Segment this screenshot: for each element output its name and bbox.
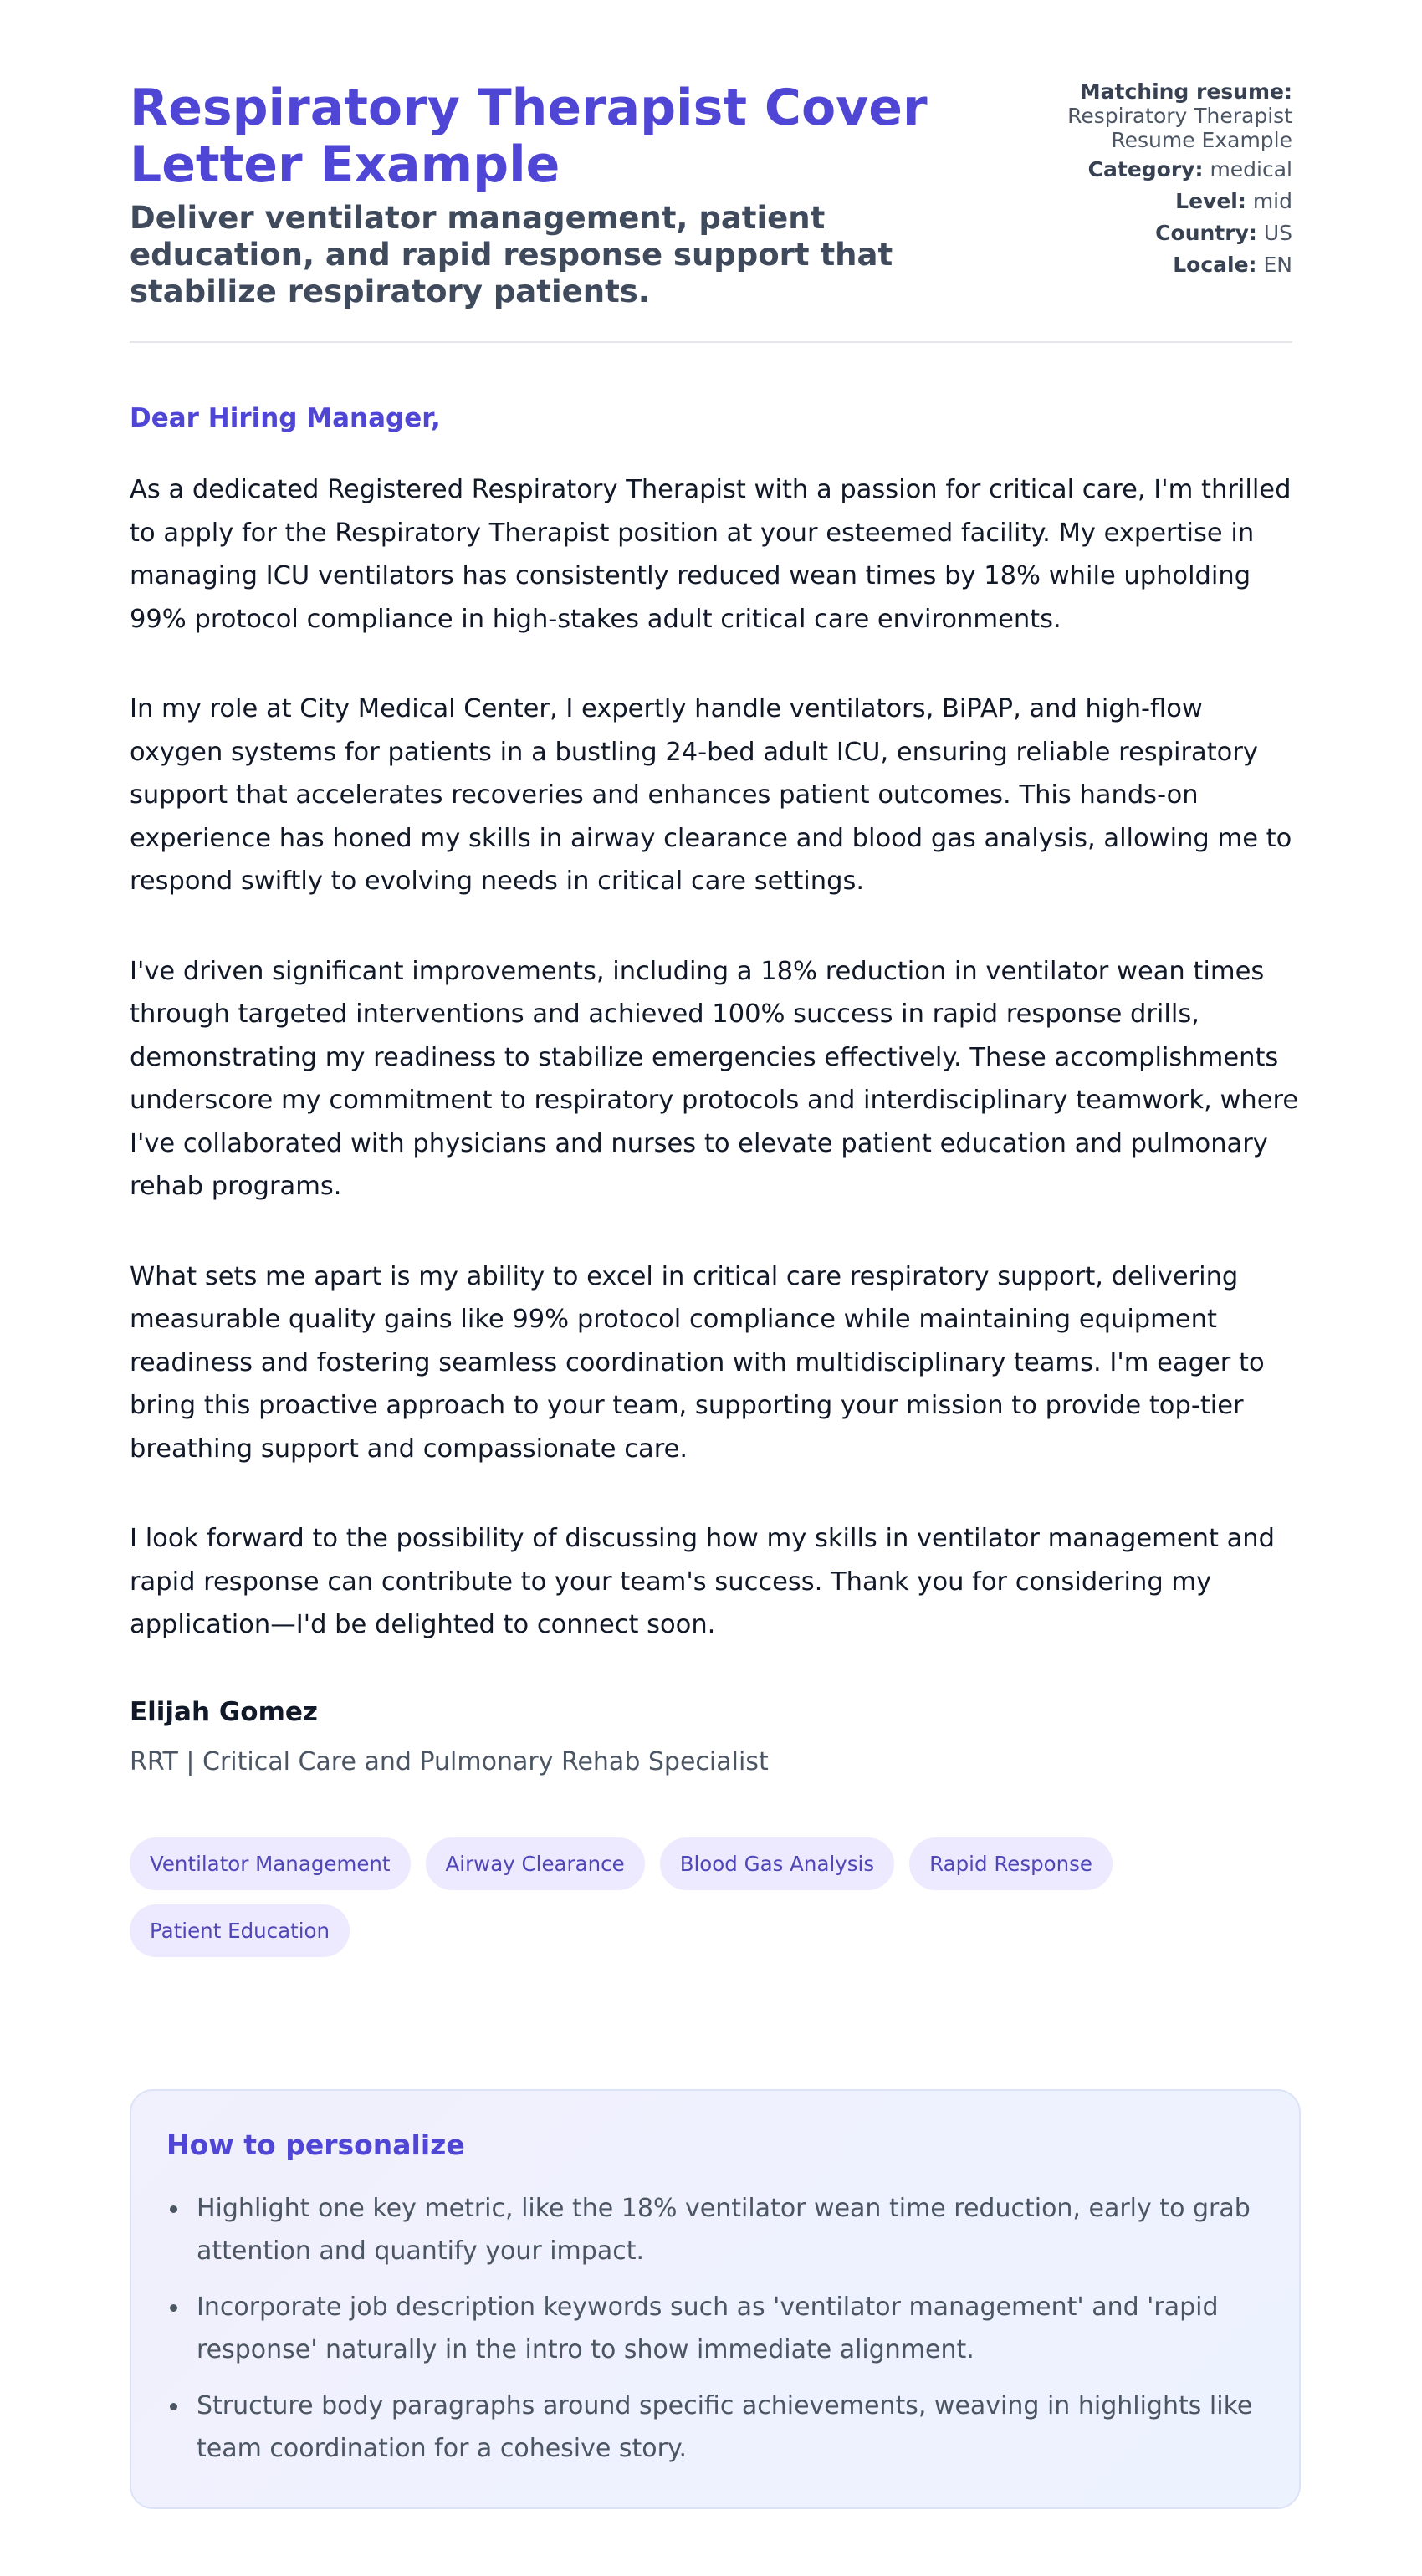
- skill-tag: Airway Clearance: [426, 1837, 645, 1890]
- skill-tags: [130, 1837, 1301, 1957]
- personalize-tip: Structure body paragraphs around specific achievements, weaving in highlights like team coordination for a cohesive story.: [166, 2385, 1262, 2470]
- meta-locale: [1025, 253, 1292, 277]
- meta-level-label: Level:: [1175, 189, 1246, 213]
- skill-tag: Blood Gas Analysis: [660, 1837, 894, 1890]
- signature-name: Elijah Gomez: [130, 1696, 318, 1727]
- skill-tag: Ventilator Management: [130, 1837, 411, 1890]
- meta-country-value: US: [1263, 221, 1292, 245]
- greeting: Dear Hiring Manager,: [130, 403, 441, 433]
- letter-paragraph: What sets me apart is my ability to excel in critical care respiratory support, delivering measurable quality gains like 99% protocol compliance while maintaining equipment readiness and fostering seamless coordination with multidisciplinary teams. I'm eager to bring this proactive approach to your team, supporting your mission to provide top-tier breathing support and compassionate care.: [130, 1261, 1265, 1464]
- page-header: [130, 0, 1292, 343]
- meta-level: [1025, 189, 1292, 213]
- letter-paragraph: I look forward to the possibility of discussing how my skills in ventilator management and rapid response can contribute to your team's success. Thank you for considering my application—I'd be delighted to connect soon.: [130, 1524, 1275, 1639]
- meta-locale-value: EN: [1263, 253, 1292, 277]
- personalize-tip: Incorporate job description keywords such as 'ventilator management' and 'rapid response' naturally in the intro to show immediate alignment.: [166, 2287, 1262, 2371]
- meta-matching-resume: [1025, 79, 1292, 152]
- letter-body: [130, 401, 1299, 1779]
- personalize-heading: How to personalize: [166, 2129, 465, 2161]
- meta-locale-label: Locale:: [1173, 253, 1257, 277]
- meta-category: [1025, 157, 1292, 181]
- page-title: Respiratory Therapist Cover Letter Example: [130, 79, 928, 194]
- skill-tag: Patient Education: [130, 1904, 350, 1957]
- signature-title: RRT | Critical Care and Pulmonary Rehab Specialist: [130, 1746, 769, 1776]
- meta-category-value: medical: [1210, 157, 1292, 181]
- meta-matching-resume-label: Matching resume:: [1079, 79, 1292, 104]
- letter-paragraphs: [130, 468, 1301, 1647]
- personalize-tips: [166, 2188, 1262, 2470]
- page-subtitle: Deliver ventilator management, patient education, and rapid response support that stabilize respiratory patients.: [130, 200, 893, 309]
- skill-tag: Rapid Response: [909, 1837, 1113, 1890]
- meta-country: [1025, 221, 1292, 245]
- letter-paragraph: I've driven significant improvements, including a 18% reduction in ventilator wean times through targeted interventions and achieved 100% success in rapid response drills, demonstrating my readiness to stabilize emergencies effectively. These accomplishments underscore my commitment to respiratory protocols and interdisciplinary teamwork, where I've collaborated with physicians and nurses to elevate patient education and pulmonary rehab programs.: [130, 956, 1299, 1201]
- meta-panel: [1025, 79, 1292, 284]
- signature: [130, 1695, 1292, 1779]
- meta-level-value: mid: [1252, 189, 1292, 213]
- meta-country-label: Country:: [1155, 221, 1257, 245]
- letter-paragraph: In my role at City Medical Center, I expertly handle ventilators, BiPAP, and high-flow oxygen systems for patients in a bustling 24-bed adult ICU, ensuring reliable respiratory support that accelerates recoveries and enhances patient outcomes. This hands-on experience has honed my skills in airway clearance and blood gas analysis, allowing me to respond swiftly to evolving needs in critical care settings.: [130, 694, 1292, 896]
- personalize-tip: Highlight one key metric, like the 18% ventilator wean time reduction, early to grab attention and quantify your impact.: [166, 2188, 1262, 2272]
- meta-matching-resume-value: Respiratory Therapist Resume Example: [1067, 104, 1292, 152]
- letter-paragraph: As a dedicated Registered Respiratory Therapist with a passion for critical care, I'm thrilled to apply for the Respiratory Therapist position at your esteemed facility. My expertise in managing ICU ventilators has consistently reduced wean times by 18% while upholding 99% protocol compliance in high-stakes adult critical care environments.: [130, 475, 1292, 634]
- how-to-personalize-box: [130, 2089, 1301, 2509]
- meta-category-label: Category:: [1087, 157, 1204, 181]
